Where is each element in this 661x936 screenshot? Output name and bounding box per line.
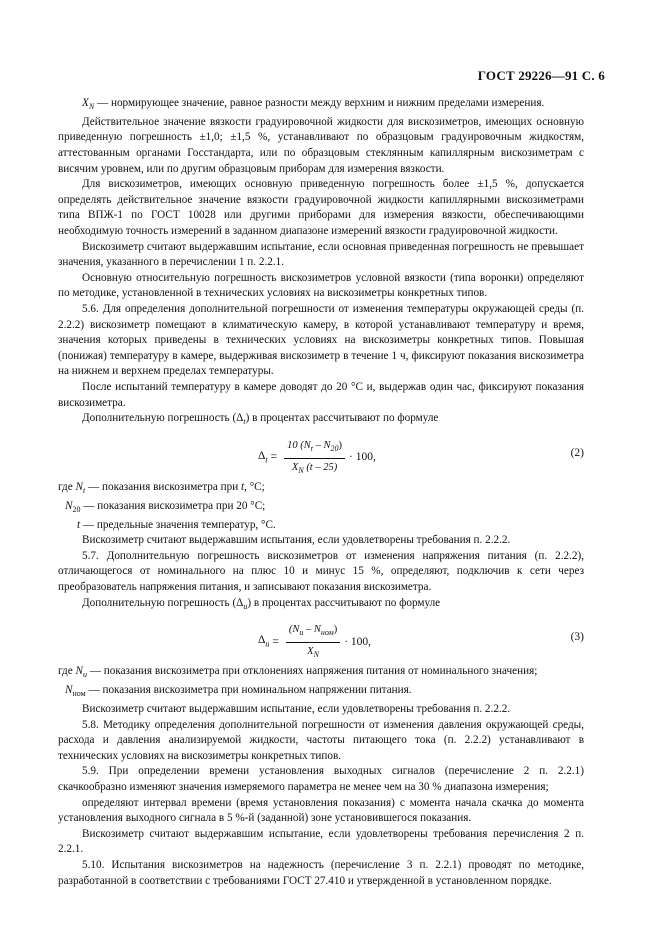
paragraph: Основную относительную погрешность вискозиметров условной вязкости (типа воронки) определяют по методике, установленной в технических условиях на вискозиметры конкретных типов. — [58, 271, 584, 300]
paragraph: Вискозиметр считают выдержавшим испытание, если основная приведенная погрешность не превышает значения, указанного в перечислении 1 п. 2.2.1. — [58, 240, 584, 269]
paragraph: После испытаний температуру в камере доводят до 20 °С и, выдержав один час, фиксируют показания вискозиметра. — [58, 380, 584, 409]
page-header: ГОСТ 29226—91 С. 6 — [477, 68, 605, 83]
formula-2 — [58, 434, 584, 474]
paragraph: Дополнительную погрешность $(\Delta_t)$ в процентах рассчитывают по формуле — [82, 412, 439, 427]
where-line: где $N_t$ — показания вискозиметра при t, °С; — [58, 480, 265, 496]
formula-3-fraction: $\frac{(N_u - N_{ном})}{X_N}$ — [286, 622, 340, 662]
paragraph: Вискозиметр считают выдержавшим испытания, если удовлетворены требования п. 2.2.2. — [82, 534, 511, 547]
formula-2-expression: $\Delta_t$ = $\frac{10 (N_t - N_{20})}{X_N (t - 25)}$ · 100, — [258, 438, 376, 478]
where-line: $N_{ном}$ — показания вискозиметра при номинальном напряжении питания. — [65, 684, 412, 699]
paragraph: Вискозиметр считают выдержавшим испытание, если удовлетворены требования п. 2.2.2. — [82, 703, 511, 716]
formula-3 — [58, 618, 584, 658]
xn-definition: $X_N$ — нормирующее значение, равное разности между верхним и нижним пределами измерения. — [82, 97, 545, 112]
paragraph-5-8: 5.8. Методику определения дополнительной погрешности от изменения давления окружающей среды, расхода и давления анализируемой жидкости, частоты питающего тока (п. 2.2.2) устанавливают в технических условиях на вискозиметры конкретных типов. — [58, 718, 584, 762]
paragraph: Для вискозиметров, имеющих основную приведенную погрешность более ±1,5 %, допускается определять действительное значение вязкости градуировочной жидкости капиллярными вискозиметрами типа ВПЖ-1 по ГОСТ 10028 или другими приборами для измерения вязкости, обеспечивающими необходимую точность измерений в заданном диапазоне измерений вязкости градуировочной жидкости. — [58, 178, 584, 237]
where-line: $N_{20}$ — показания вискозиметра при 20 °С; — [65, 499, 266, 514]
formula-3-number: (3) — [570, 631, 584, 644]
paragraph-5-9: 5.9. При определении времени установления выходных сигналов (перечисление 2 п. 2.2.1) скачкообразно изменяют значения измеряемого параметра не менее чем на 30 % диапазона измерения; — [58, 765, 584, 794]
paragraph-5-10: 5.10. Испытания вискозиметров на надежность (перечисление 3 п. 2.2.1) проводят по методике, разработанной в соответствии с требованиями ГОСТ 27.410 и утвержденной в установленном порядке. — [58, 858, 584, 887]
paragraph: Вискозиметр считают выдержавшим испытание, если удовлетворены требования перечисления 2 п. 2.2.1. — [58, 827, 584, 856]
paragraph: определяют интервал времени (время установления показания) с момента начала скачка до момента установления выходного сигнала в 5 %-й (заданной) зоне установившегося показания. — [58, 796, 584, 825]
formula-2-fraction: $\frac{10 (N_t - N_{20})}{X_N (t - 25)}$ — [284, 438, 345, 478]
paragraph: Действительное значение вязкости градуировочной жидкости для вискозиметров, имеющих основную приведенную погрешность ±1,0; ±1,5 %, устанавливают по образцовым градуировочным жидкостям, аттестованным органами Госстандарта, или по образцовым стеклянным капиллярным вискозиметрам с висячим уровнем, или по другим образцовым приборам для измерения вязкости. — [58, 115, 584, 175]
formula-2-number: (2) — [570, 446, 584, 459]
paragraph-5-6: 5.6. Для определения дополнительной погрешности от изменения температуры окружающей среды (п. 2.2.2) вискозиметр помещают в климатическую камеру, в которой устанавливают температуру и время, значения которых приведены в технических условиях на вискозиметры конкретных типов. Повышая (понижая) температуру в камере, выдерживая вискозиметр в течение 1 ч, фиксируют показания вискозиметра на нижнем и верхнем пределах температуры. — [58, 302, 584, 378]
document-body — [58, 96, 584, 889]
symbol-xn: $X_N$ — [82, 97, 95, 112]
paragraph: Дополнительную погрешность $(\Delta_u)$ в процентах рассчитывают по формуле — [82, 596, 441, 611]
where-line: t — предельные значения температур, °С. — [77, 518, 276, 531]
formula-3-expression: $\Delta_u$ = $\frac{(N_u - N_{ном})}{X_N}$ · 100, — [258, 622, 371, 662]
where-line: где $N_u$ — показания вискозиметра при отклонениях напряжения питания от номинального значения; — [58, 665, 538, 680]
paragraph-5-7: 5.7. Дополнительную погрешность вискозиметров от изменения напряжения питания (п. 2.2.2), отличающегося от номинального на плюс 10 и минус 15 %, определяют, подключив к сети через преобразователь напряжения питания, и записывают показания вискозиметра. — [58, 549, 584, 593]
